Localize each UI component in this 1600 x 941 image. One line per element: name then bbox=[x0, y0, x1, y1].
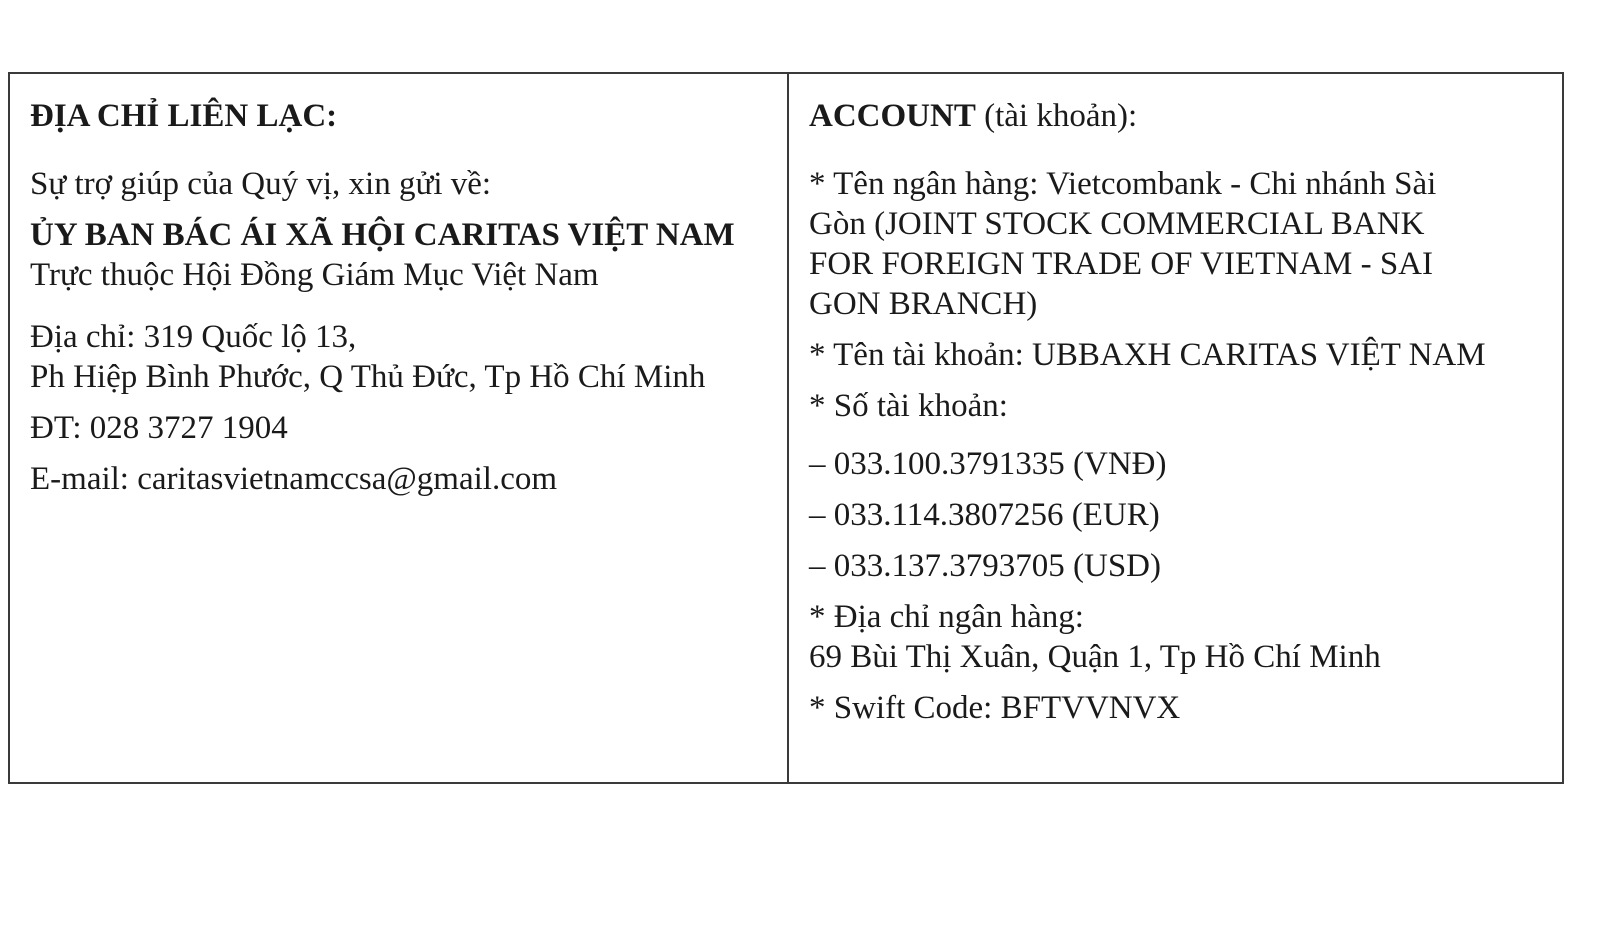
contact-heading: ĐỊA CHỈ LIÊN LẠC: bbox=[30, 98, 338, 134]
phone-number: ĐT: 028 3727 1904 bbox=[30, 410, 288, 446]
email-address: E-mail: caritasvietnamccsa@gmail.com bbox=[30, 461, 558, 497]
account-number-usd: – 033.137.3793705 (USD) bbox=[809, 548, 1161, 584]
organization-affiliation: Trực thuộc Hội Đồng Giám Mục Việt Nam bbox=[30, 257, 599, 293]
bank-address-label: * Địa chỉ ngân hàng: bbox=[809, 599, 1084, 635]
contact-info-table bbox=[8, 72, 1564, 784]
account-heading-rest: (tài khoản): bbox=[975, 98, 1138, 134]
bank-name-line-2: Gòn (JOINT STOCK COMMERCIAL BANK bbox=[809, 206, 1425, 242]
account-number-eur: – 033.114.3807256 (EUR) bbox=[809, 497, 1160, 533]
organization-name: ỦY BAN BÁC ÁI XÃ HỘI CARITAS VIỆT NAM bbox=[30, 217, 735, 253]
contact-intro: Sự trợ giúp của Quý vị, xin gửi về: bbox=[30, 166, 492, 202]
bank-address: 69 Bùi Thị Xuân, Quận 1, Tp Hồ Chí Minh bbox=[809, 639, 1381, 675]
account-heading-bold: ACCOUNT bbox=[809, 98, 976, 134]
contact-column bbox=[10, 74, 789, 782]
address-line-2: Ph Hiệp Bình Phước, Q Thủ Đức, Tp Hồ Chí Minh bbox=[30, 359, 706, 395]
account-heading bbox=[809, 96, 1562, 136]
account-number-label: * Số tài khoản: bbox=[809, 388, 1008, 424]
account-number-vnd: – 033.100.3791335 (VNĐ) bbox=[809, 446, 1167, 482]
bank-name-line-3: FOR FOREIGN TRADE OF VIETNAM - SAI bbox=[809, 246, 1433, 282]
account-name: * Tên tài khoản: UBBAXH CARITAS VIỆT NAM bbox=[809, 337, 1486, 373]
bank-name-line-1: * Tên ngân hàng: Vietcombank - Chi nhánh Sài bbox=[809, 166, 1437, 202]
account-column bbox=[789, 74, 1562, 782]
bank-name-line-4: GON BRANCH) bbox=[809, 286, 1038, 322]
swift-code: * Swift Code: BFTVVNVX bbox=[809, 690, 1181, 726]
address-line-1: Địa chỉ: 319 Quốc lộ 13, bbox=[30, 319, 357, 355]
